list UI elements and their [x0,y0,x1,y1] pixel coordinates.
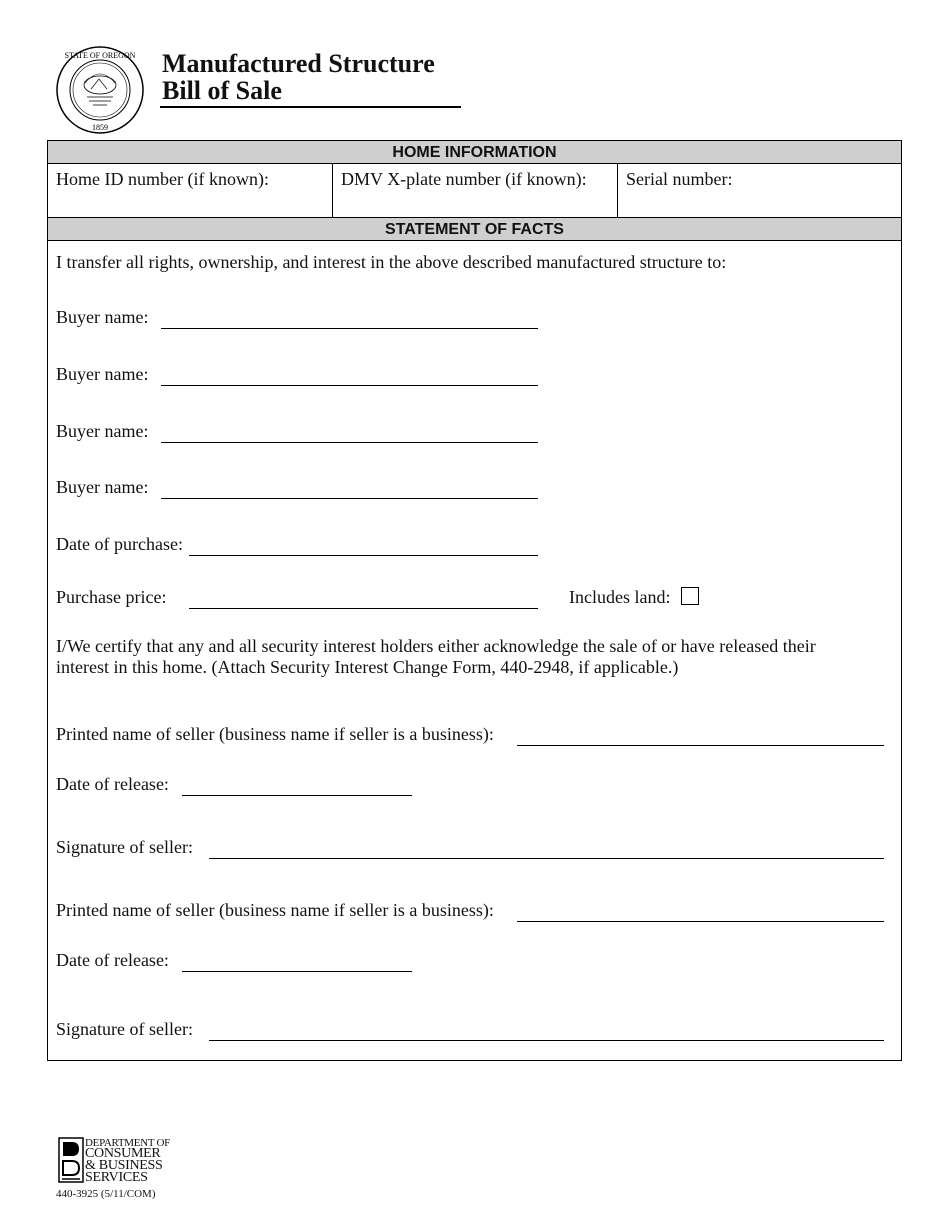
signature-input-1[interactable] [209,858,884,859]
buyer-name-input-1[interactable] [161,328,538,329]
title-underline [160,106,461,108]
buyer-name-label-3: Buyer name: [56,421,149,441]
dmv-xplate-label: DMV X-plate number (if known): [341,169,587,189]
transfer-statement: I transfer all rights, ownership, and interest in the above described manufactured structure to: [56,252,727,272]
title-line-1: Manufactured Structure [162,49,435,78]
home-information-row [48,164,901,217]
dcbs-logo-text [85,1138,170,1184]
printed-name-input-2[interactable] [517,921,884,922]
buyer-name-label-4: Buyer name: [56,477,149,497]
date-of-purchase-input[interactable] [189,555,538,556]
date-of-release-label-1: Date of release: [56,774,169,794]
dept-line-4: SERVICES [85,1170,148,1185]
purchase-price-input[interactable] [189,608,538,609]
purchase-price-label: Purchase price: [56,587,167,607]
printed-name-input-1[interactable] [517,745,884,746]
printed-name-label-1: Printed name of seller (business name if seller is a business): [56,724,494,744]
form-number: 440-3925 (5/11/COM) [56,1188,156,1200]
buyer-name-label-2: Buyer name: [56,364,149,384]
dcbs-logo-icon [58,1137,84,1183]
date-of-release-input-1[interactable] [182,795,412,796]
title-line-2: Bill of Sale [162,76,282,105]
buyer-name-input-2[interactable] [161,385,538,386]
includes-land-label: Includes land: [569,587,671,607]
dept-line-3: & BUSINESS [85,1158,163,1173]
bill-of-sale-form [47,140,902,1061]
date-of-purchase-label: Date of purchase: [56,534,183,554]
serial-number-label: Serial number: [626,169,733,189]
oregon-state-seal [55,45,145,135]
page-title [162,50,435,104]
buyer-name-input-4[interactable] [161,498,538,499]
home-id-label: Home ID number (if known): [56,169,269,189]
home-id-field[interactable] [48,164,333,217]
date-of-release-input-2[interactable] [182,971,412,972]
buyer-name-label-1: Buyer name: [56,307,149,327]
dept-line-2: CONSUMER [85,1146,161,1161]
dmv-xplate-field[interactable] [333,164,618,217]
signature-label-2: Signature of seller: [56,1019,193,1039]
signature-label-1: Signature of seller: [56,837,193,857]
certification-statement: I/We certify that any and all security interest holders either acknowledge the sale of or have released their interest in this home. (Attach Security Interest Change Form, 440-2948, if applicable.) [56,636,816,677]
signature-input-2[interactable] [209,1040,884,1041]
serial-number-field[interactable] [618,164,902,217]
printed-name-label-2: Printed name of seller (business name if seller is a business): [56,900,494,920]
dept-line-1: DEPARTMENT OF [85,1137,170,1149]
seal-top-text: STATE OF OREGON [64,51,136,60]
seal-year-text: 1859 [92,123,108,132]
statement-of-facts-heading: STATEMENT OF FACTS [48,217,901,241]
buyer-name-input-3[interactable] [161,442,538,443]
includes-land-checkbox[interactable] [681,587,699,605]
home-information-heading: HOME INFORMATION [48,141,901,164]
date-of-release-label-2: Date of release: [56,950,169,970]
